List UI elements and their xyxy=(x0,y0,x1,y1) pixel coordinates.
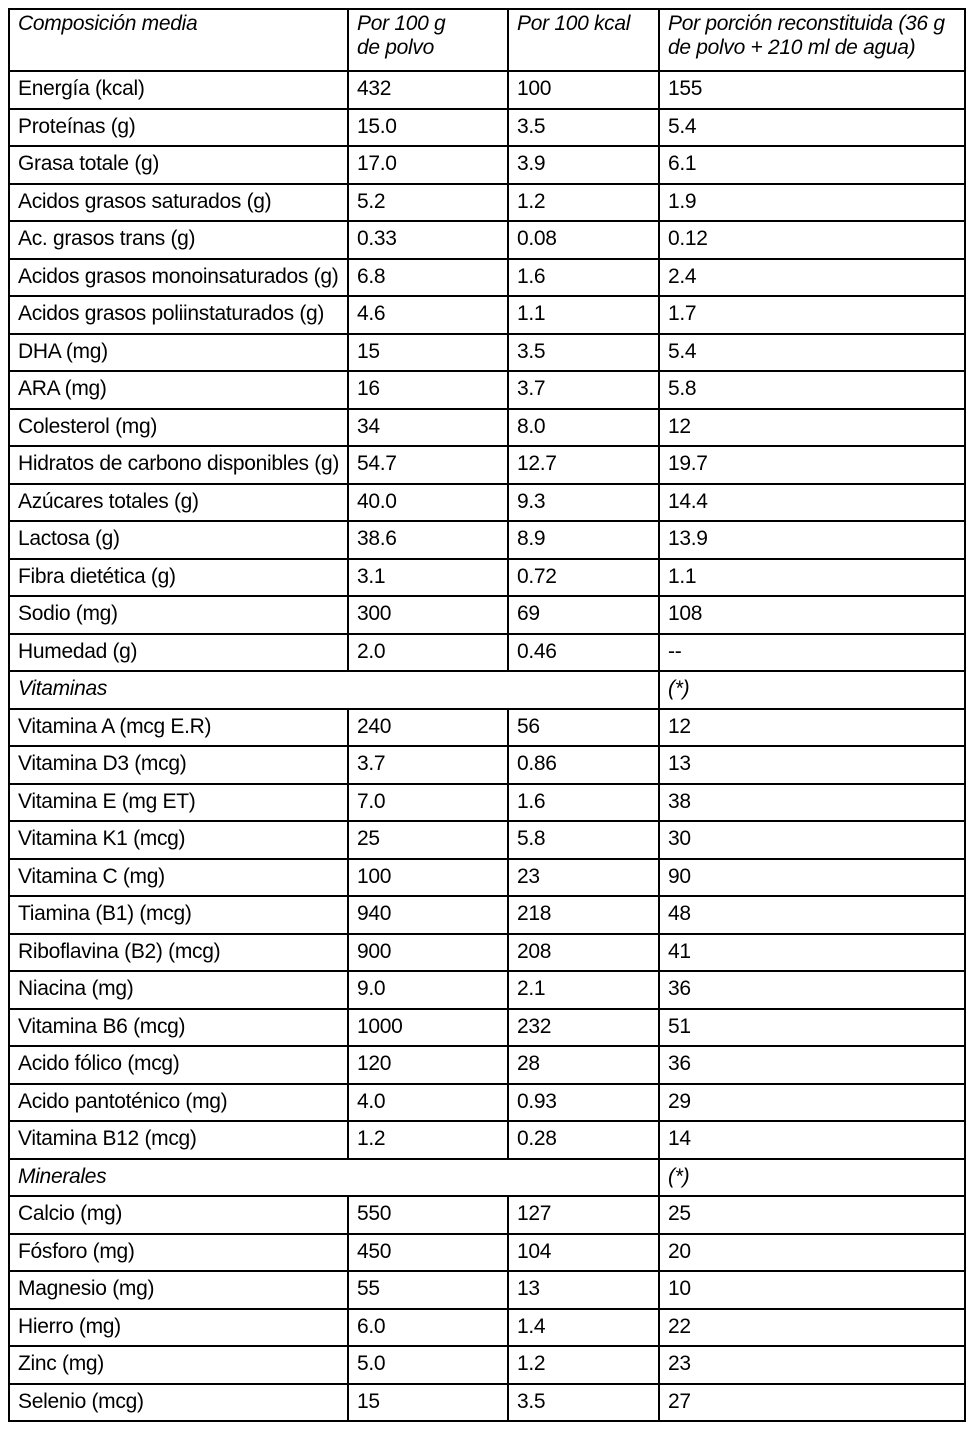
per-100g-cell: 3.7 xyxy=(348,746,508,784)
per-portion-cell: 10 xyxy=(659,1271,965,1309)
per-portion-cell: 5.8 xyxy=(659,371,965,409)
per-100kcal-cell: 0.08 xyxy=(508,221,659,259)
nutrient-name-cell: Zinc (mg) xyxy=(9,1346,348,1384)
per-100kcal-cell: 1.6 xyxy=(508,784,659,822)
per-100g-cell: 1.2 xyxy=(348,1121,508,1159)
nutrient-name-cell: Magnesio (mg) xyxy=(9,1271,348,1309)
per-portion-cell: 5.4 xyxy=(659,334,965,372)
per-portion-cell: 12 xyxy=(659,709,965,747)
nutrient-name-cell: Acido fólico (mcg) xyxy=(9,1046,348,1084)
table-row xyxy=(9,409,965,447)
per-100kcal-cell: 2.1 xyxy=(508,971,659,1009)
table-row xyxy=(9,1121,965,1159)
table-body xyxy=(9,71,965,1421)
table-row xyxy=(9,1009,965,1047)
nutrient-name-cell: Lactosa (g) xyxy=(9,521,348,559)
nutrient-name-cell: Energía (kcal) xyxy=(9,71,348,109)
per-100kcal-cell: 8.9 xyxy=(508,521,659,559)
nutrient-name-cell: Calcio (mg) xyxy=(9,1196,348,1234)
table-row xyxy=(9,934,965,972)
per-100kcal-cell: 0.28 xyxy=(508,1121,659,1159)
per-portion-cell: 27 xyxy=(659,1384,965,1422)
nutrient-name-cell: Vitamina A (mcg E.R) xyxy=(9,709,348,747)
nutrient-name-cell: Tiamina (B1) (mcg) xyxy=(9,896,348,934)
per-portion-cell: 30 xyxy=(659,821,965,859)
per-100kcal-cell: 0.93 xyxy=(508,1084,659,1122)
table-row xyxy=(9,709,965,747)
per-100g-cell: 1000 xyxy=(348,1009,508,1047)
table-row xyxy=(9,634,965,672)
per-100kcal-cell: 3.5 xyxy=(508,334,659,372)
per-100g-cell: 40.0 xyxy=(348,484,508,522)
per-100g-cell: 120 xyxy=(348,1046,508,1084)
header-composition xyxy=(9,9,348,71)
table-row xyxy=(9,971,965,1009)
table-row xyxy=(9,784,965,822)
per-100kcal-cell: 28 xyxy=(508,1046,659,1084)
per-100g-cell: 15.0 xyxy=(348,109,508,147)
nutrient-name-cell: Colesterol (mg) xyxy=(9,409,348,447)
per-portion-cell: 38 xyxy=(659,784,965,822)
table-row xyxy=(9,1196,965,1234)
per-portion-cell: 6.1 xyxy=(659,146,965,184)
per-portion-cell: 108 xyxy=(659,596,965,634)
per-100g-cell: 2.0 xyxy=(348,634,508,672)
per-100g-cell: 240 xyxy=(348,709,508,747)
table-row xyxy=(9,109,965,147)
per-100kcal-cell: 9.3 xyxy=(508,484,659,522)
per-portion-cell: 1.9 xyxy=(659,184,965,222)
per-100kcal-cell: 3.5 xyxy=(508,109,659,147)
table-row xyxy=(9,446,965,484)
nutrient-name-cell: Riboflavina (B2) (mcg) xyxy=(9,934,348,972)
per-100kcal-cell: 127 xyxy=(508,1196,659,1234)
nutrient-name-cell: ARA (mg) xyxy=(9,371,348,409)
per-portion-cell: 13.9 xyxy=(659,521,965,559)
per-100g-cell: 550 xyxy=(348,1196,508,1234)
per-100g-cell: 25 xyxy=(348,821,508,859)
nutrient-name-cell: Grasa totale (g) xyxy=(9,146,348,184)
nutrient-name-cell: Vitamina C (mg) xyxy=(9,859,348,897)
nutrient-name-cell: DHA (mg) xyxy=(9,334,348,372)
per-100g-cell: 15 xyxy=(348,334,508,372)
table-row xyxy=(9,1271,965,1309)
nutrient-name-cell: Acido pantoténico (mg) xyxy=(9,1084,348,1122)
per-portion-cell: 19.7 xyxy=(659,446,965,484)
per-100kcal-cell: 218 xyxy=(508,896,659,934)
header-per-100kcal xyxy=(508,9,659,71)
header-composition-label: Composición media xyxy=(18,12,198,35)
per-100kcal-cell: 12.7 xyxy=(508,446,659,484)
per-100kcal-cell: 56 xyxy=(508,709,659,747)
per-100kcal-cell: 1.1 xyxy=(508,296,659,334)
table-row xyxy=(9,1084,965,1122)
nutrient-name-cell: Vitamina E (mg ET) xyxy=(9,784,348,822)
table-row xyxy=(9,1234,965,1272)
nutrient-name-cell: Niacina (mg) xyxy=(9,971,348,1009)
table-row xyxy=(9,371,965,409)
table-row xyxy=(9,1046,965,1084)
per-portion-cell: 22 xyxy=(659,1309,965,1347)
header-per-portion-label: Por porción reconstituida (36 g de polvo + 210 ml de agua) xyxy=(668,12,945,59)
per-100kcal-cell: 69 xyxy=(508,596,659,634)
table-row xyxy=(9,596,965,634)
table-row xyxy=(9,1384,965,1422)
nutrient-name-cell: Hidratos de carbono disponibles (g) xyxy=(9,446,348,484)
table-row xyxy=(9,334,965,372)
nutrient-name-cell: Vitamina K1 (mcg) xyxy=(9,821,348,859)
per-100kcal-cell: 100 xyxy=(508,71,659,109)
per-portion-cell: 2.4 xyxy=(659,259,965,297)
section-row xyxy=(9,1159,965,1197)
table-row xyxy=(9,146,965,184)
per-100kcal-cell: 23 xyxy=(508,859,659,897)
nutrient-name-cell: Azúcares totales (g) xyxy=(9,484,348,522)
per-100g-cell: 5.2 xyxy=(348,184,508,222)
nutrient-name-cell: Acidos grasos poliinstaturados (g) xyxy=(9,296,348,334)
table-row xyxy=(9,1346,965,1384)
per-100g-cell: 7.0 xyxy=(348,784,508,822)
per-portion-cell: 1.1 xyxy=(659,559,965,597)
per-portion-cell: -- xyxy=(659,634,965,672)
per-100kcal-cell: 1.4 xyxy=(508,1309,659,1347)
per-100g-cell: 38.6 xyxy=(348,521,508,559)
per-100kcal-cell: 8.0 xyxy=(508,409,659,447)
per-portion-cell: 20 xyxy=(659,1234,965,1272)
header-per-100g xyxy=(348,9,508,71)
header-per-100g-label: Por 100 g de polvo xyxy=(357,12,446,59)
per-portion-cell: 14.4 xyxy=(659,484,965,522)
per-100kcal-cell: 208 xyxy=(508,934,659,972)
per-100kcal-cell: 3.5 xyxy=(508,1384,659,1422)
table-row xyxy=(9,521,965,559)
table-row xyxy=(9,1309,965,1347)
per-100kcal-cell: 0.46 xyxy=(508,634,659,672)
section-note: (*) xyxy=(659,671,965,709)
nutrient-name-cell: Acidos grasos monoinsaturados (g) xyxy=(9,259,348,297)
nutrient-name-cell: Sodio (mg) xyxy=(9,596,348,634)
table-row xyxy=(9,746,965,784)
per-portion-cell: 29 xyxy=(659,1084,965,1122)
table-header xyxy=(9,9,965,71)
per-portion-cell: 155 xyxy=(659,71,965,109)
per-100kcal-cell: 3.9 xyxy=(508,146,659,184)
nutrient-name-cell: Proteínas (g) xyxy=(9,109,348,147)
nutrient-name-cell: Humedad (g) xyxy=(9,634,348,672)
nutrient-name-cell: Vitamina B12 (mcg) xyxy=(9,1121,348,1159)
per-100g-cell: 900 xyxy=(348,934,508,972)
per-100kcal-cell: 104 xyxy=(508,1234,659,1272)
per-100kcal-cell: 13 xyxy=(508,1271,659,1309)
per-100g-cell: 0.33 xyxy=(348,221,508,259)
per-100g-cell: 6.8 xyxy=(348,259,508,297)
nutrient-name-cell: Vitamina B6 (mcg) xyxy=(9,1009,348,1047)
per-portion-cell: 51 xyxy=(659,1009,965,1047)
per-portion-cell: 5.4 xyxy=(659,109,965,147)
header-per-100kcal-label: Por 100 kcal xyxy=(517,12,631,35)
nutrient-name-cell: Selenio (mcg) xyxy=(9,1384,348,1422)
per-portion-cell: 14 xyxy=(659,1121,965,1159)
per-portion-cell: 23 xyxy=(659,1346,965,1384)
per-100g-cell: 4.6 xyxy=(348,296,508,334)
per-100kcal-cell: 1.2 xyxy=(508,184,659,222)
per-100g-cell: 300 xyxy=(348,596,508,634)
per-100g-cell: 100 xyxy=(348,859,508,897)
per-100kcal-cell: 0.86 xyxy=(508,746,659,784)
per-100g-cell: 55 xyxy=(348,1271,508,1309)
per-portion-cell: 36 xyxy=(659,971,965,1009)
table-row xyxy=(9,221,965,259)
per-100kcal-cell: 1.6 xyxy=(508,259,659,297)
per-portion-cell: 41 xyxy=(659,934,965,972)
table-row xyxy=(9,821,965,859)
per-100g-cell: 5.0 xyxy=(348,1346,508,1384)
per-100g-cell: 34 xyxy=(348,409,508,447)
section-row xyxy=(9,671,965,709)
per-portion-cell: 25 xyxy=(659,1196,965,1234)
table-row xyxy=(9,184,965,222)
per-portion-cell: 48 xyxy=(659,896,965,934)
section-title: Minerales xyxy=(9,1159,659,1197)
header-row xyxy=(9,9,965,71)
per-100g-cell: 9.0 xyxy=(348,971,508,1009)
per-100kcal-cell: 3.7 xyxy=(508,371,659,409)
table-row xyxy=(9,296,965,334)
table-row xyxy=(9,559,965,597)
per-100kcal-cell: 1.2 xyxy=(508,1346,659,1384)
per-100g-cell: 432 xyxy=(348,71,508,109)
per-100kcal-cell: 0.72 xyxy=(508,559,659,597)
table-row xyxy=(9,484,965,522)
per-portion-cell: 1.7 xyxy=(659,296,965,334)
table-row xyxy=(9,259,965,297)
per-100g-cell: 15 xyxy=(348,1384,508,1422)
table-row xyxy=(9,859,965,897)
per-portion-cell: 90 xyxy=(659,859,965,897)
table-row xyxy=(9,896,965,934)
nutrient-name-cell: Acidos grasos saturados (g) xyxy=(9,184,348,222)
per-100g-cell: 450 xyxy=(348,1234,508,1272)
section-note: (*) xyxy=(659,1159,965,1197)
per-100g-cell: 16 xyxy=(348,371,508,409)
per-100g-cell: 940 xyxy=(348,896,508,934)
nutrient-name-cell: Fósforo (mg) xyxy=(9,1234,348,1272)
table-row xyxy=(9,71,965,109)
nutrient-name-cell: Hierro (mg) xyxy=(9,1309,348,1347)
nutrient-name-cell: Fibra dietética (g) xyxy=(9,559,348,597)
per-100kcal-cell: 5.8 xyxy=(508,821,659,859)
per-portion-cell: 36 xyxy=(659,1046,965,1084)
per-100g-cell: 3.1 xyxy=(348,559,508,597)
nutrient-name-cell: Ac. grasos trans (g) xyxy=(9,221,348,259)
per-100g-cell: 17.0 xyxy=(348,146,508,184)
header-per-portion xyxy=(659,9,965,71)
per-portion-cell: 12 xyxy=(659,409,965,447)
nutrition-table xyxy=(8,8,966,1422)
per-100kcal-cell: 232 xyxy=(508,1009,659,1047)
nutrient-name-cell: Vitamina D3 (mcg) xyxy=(9,746,348,784)
per-100g-cell: 4.0 xyxy=(348,1084,508,1122)
per-portion-cell: 0.12 xyxy=(659,221,965,259)
per-portion-cell: 13 xyxy=(659,746,965,784)
per-100g-cell: 6.0 xyxy=(348,1309,508,1347)
section-title: Vitaminas xyxy=(9,671,659,709)
per-100g-cell: 54.7 xyxy=(348,446,508,484)
